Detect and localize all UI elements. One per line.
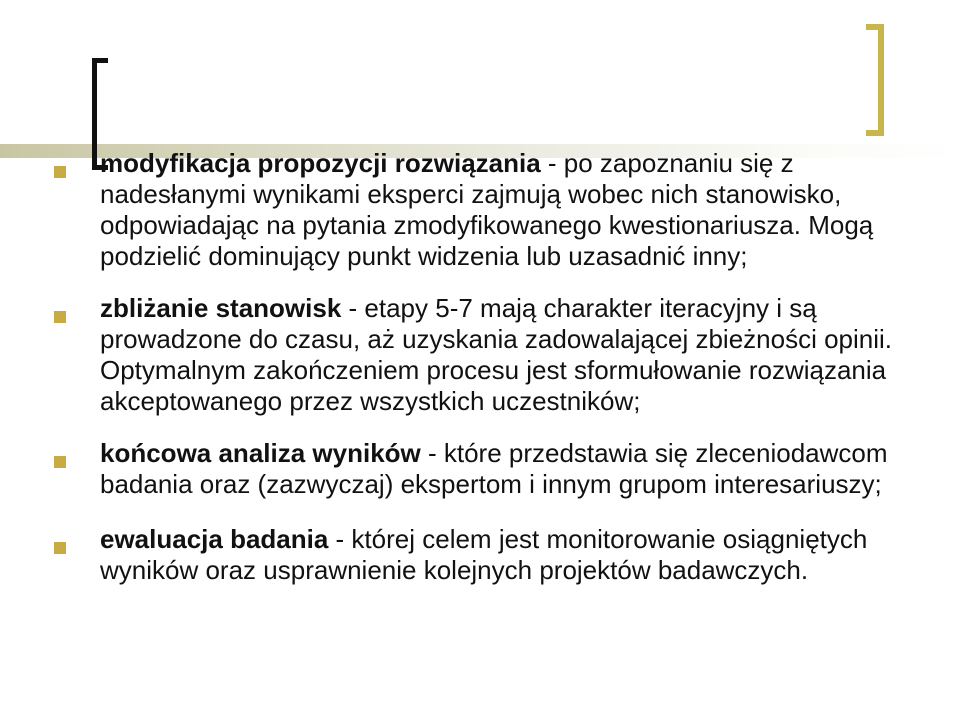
list-item [48,293,898,417]
bullet-list [48,148,898,586]
bullet-term: końcowa analiza wyników [100,438,421,468]
bullet-term: ewaluacja badania [100,524,329,554]
square-bullet-icon [54,311,66,323]
list-item [48,438,898,500]
square-bullet-icon [54,542,66,554]
slide-body [48,148,898,607]
right-bracket-ornament [866,24,884,136]
bullet-term: modyfikacja propozycji rozwiązania [100,148,541,178]
bullet-text: - której celem jest monitorowanie osiągniętych wyników oraz usprawnienie kolejnych projektów badawczych. [100,524,868,585]
bullet-text: - po zapoznaniu się z nadesłanymi wynikami eksperci zajmują wobec nich stanowisko, odpowiadając na pytania zmodyfikowanego kwestionariusza. Mogą podzielić dominujący punkt widzenia lub uzasadnić inny; [100,148,874,271]
square-bullet-icon [54,456,66,468]
square-bullet-icon [54,166,66,178]
list-item [48,524,898,586]
bullet-text: - które przedstawia się zleceniodawcom badania oraz (zazwyczaj) ekspertom i innym grupom interesariuszy; [100,438,888,499]
bullet-text: - etapy 5-7 mają charakter iteracyjny i są prowadzone do czasu, aż uzyskania zadowalającej zbieżności opinii. Optymalnym zakończeniem procesu jest sformułowanie rozwiązania akceptowanego przez wszystkich uczestników; [100,293,893,416]
list-item [48,148,898,272]
bullet-term: zbliżanie stanowisk [100,293,342,323]
